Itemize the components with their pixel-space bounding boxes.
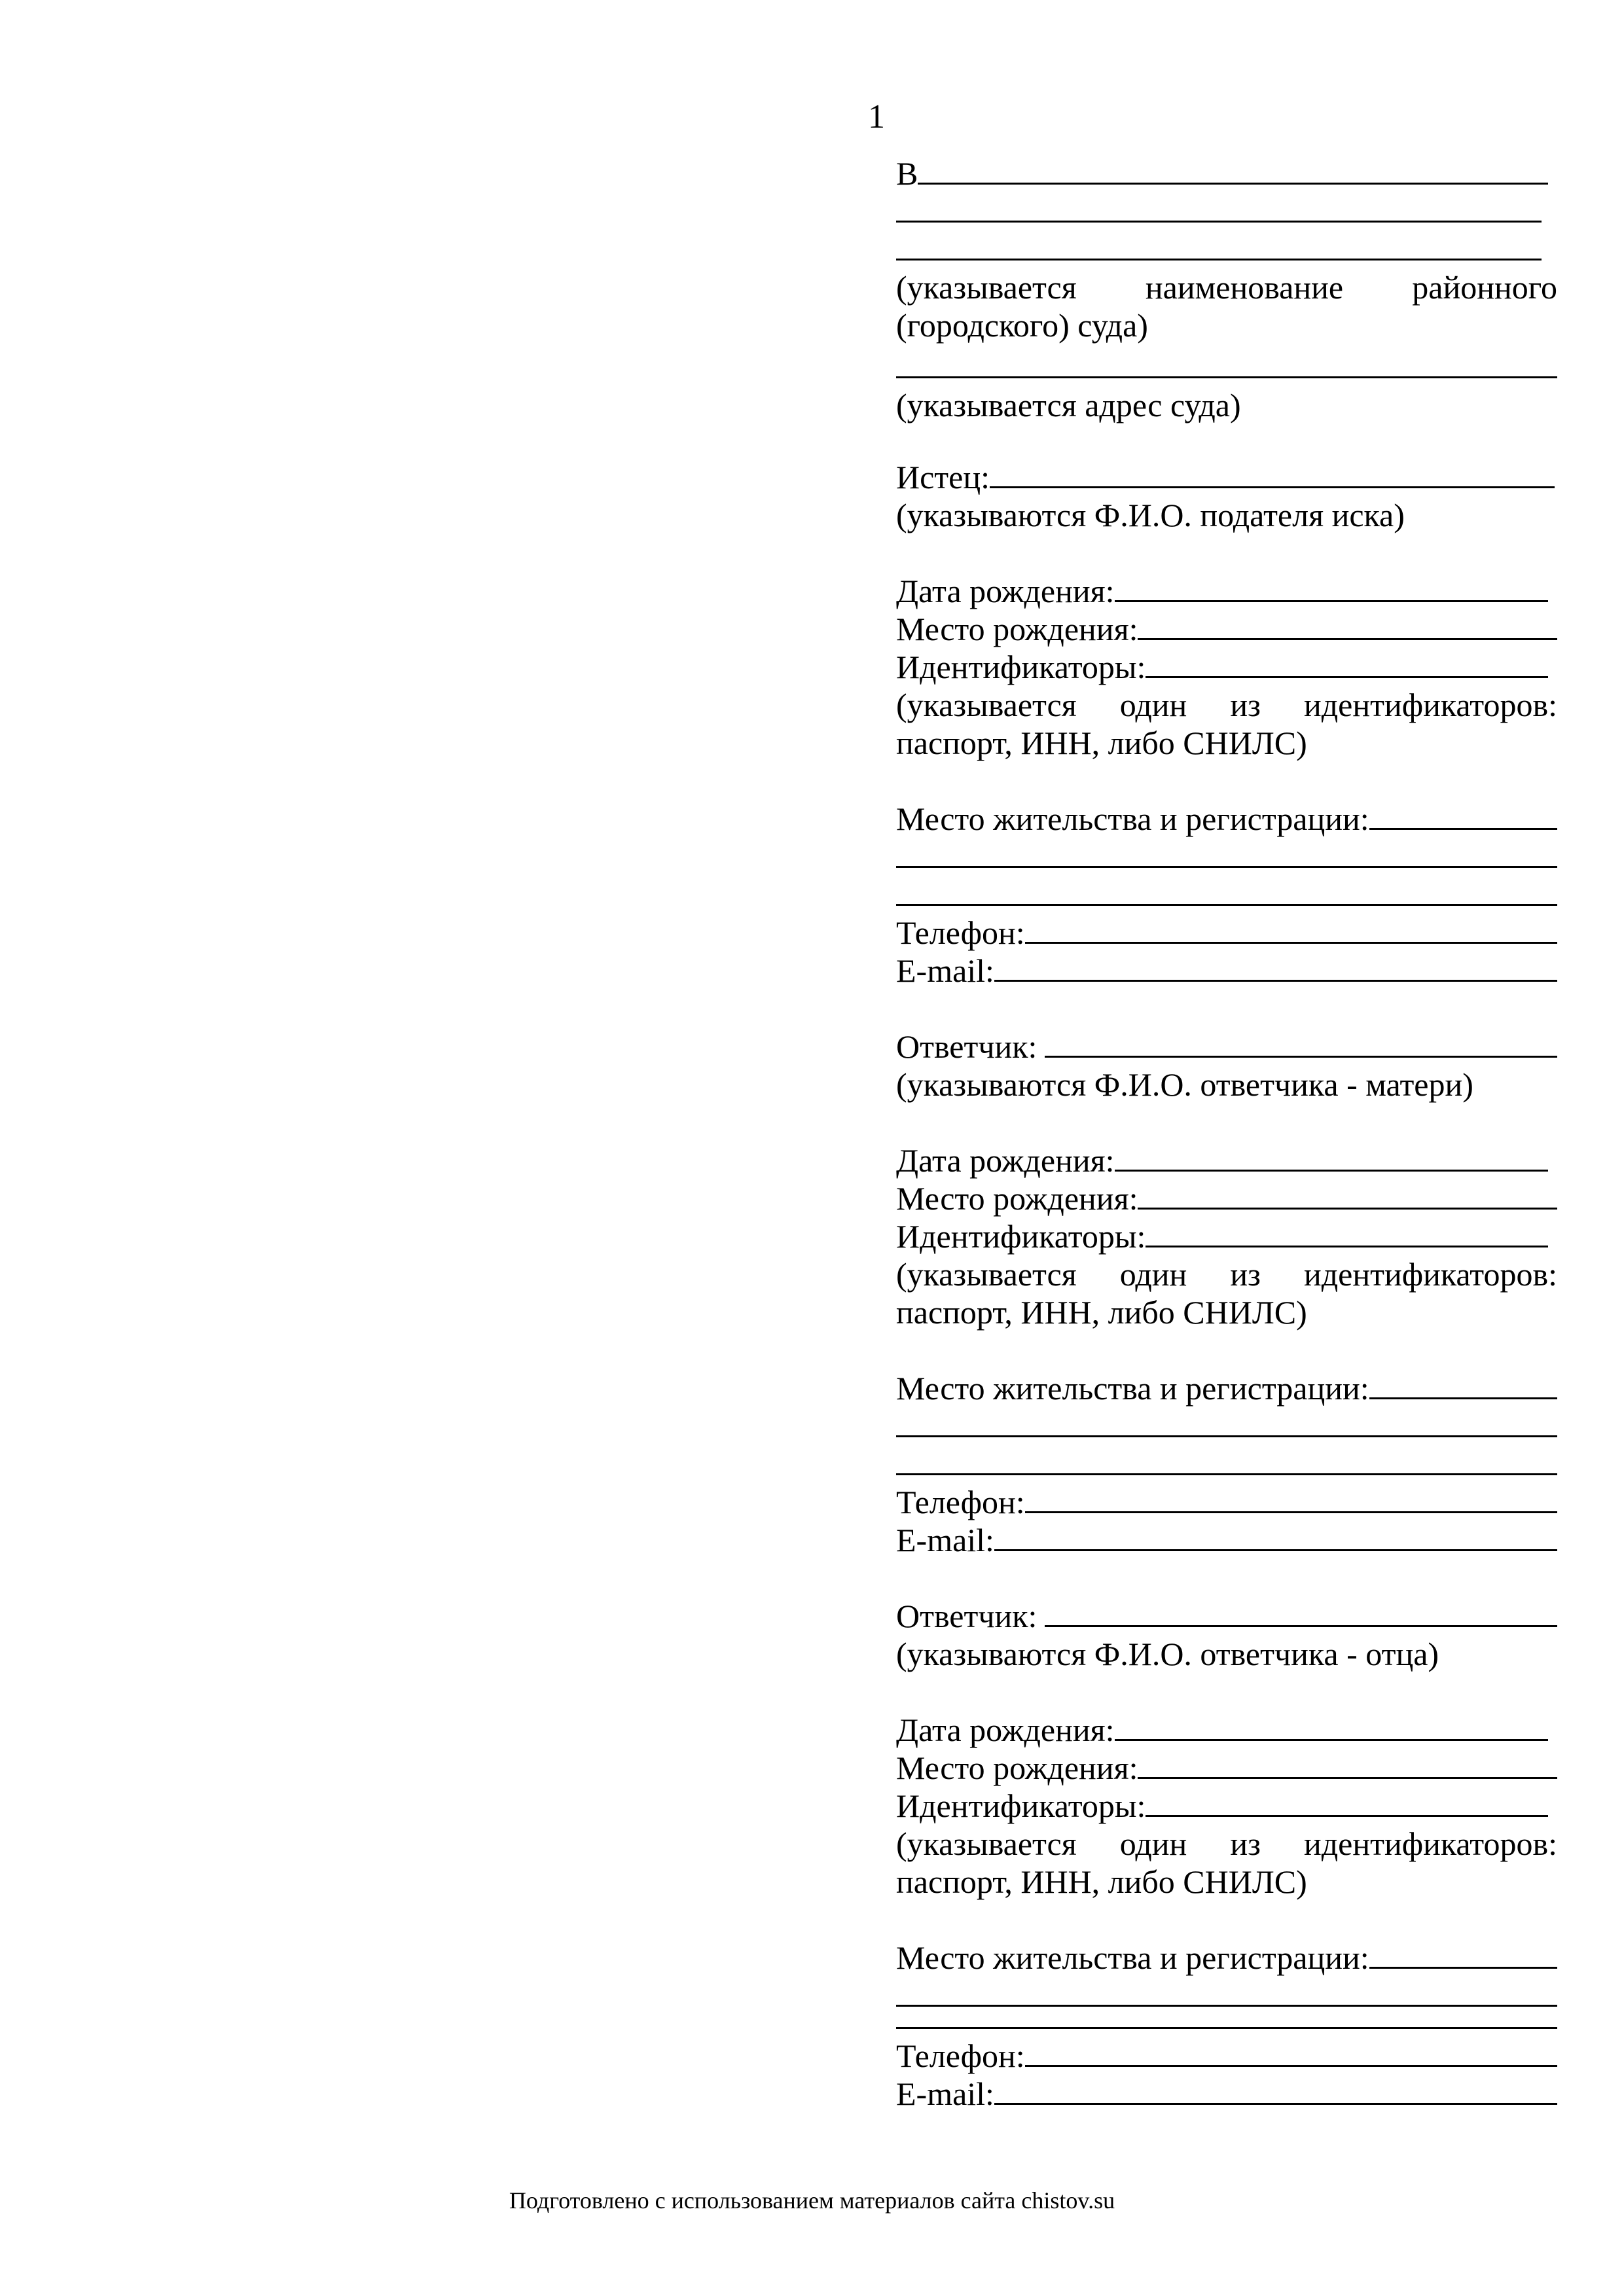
residence-line-2[interactable] bbox=[896, 838, 1557, 876]
plaintiff-residence-field[interactable] bbox=[896, 800, 1557, 838]
defendant-father-hint: (указываются Ф.И.О. ответчика - отца) bbox=[896, 1636, 1439, 1672]
phone-label: Телефон: bbox=[896, 914, 1025, 951]
court-prefix: В bbox=[896, 155, 918, 192]
defendant-label: Ответчик: bbox=[896, 1598, 1038, 1634]
phone-line[interactable] bbox=[1025, 942, 1557, 944]
court-name-hint: (указывается наименование районного (городского) суда) bbox=[896, 269, 1557, 344]
residence-label: Место жительства и регистрации: bbox=[896, 800, 1369, 837]
residence-line-3[interactable] bbox=[896, 876, 1557, 914]
court-address-line[interactable] bbox=[896, 348, 1557, 386]
birth-date-line[interactable] bbox=[1115, 600, 1549, 602]
court-name-line-2[interactable] bbox=[896, 192, 1551, 230]
identifiers-label: Идентификаторы: bbox=[896, 1787, 1146, 1824]
mother-identifiers-field[interactable] bbox=[896, 1217, 1557, 1255]
page-number: 1 bbox=[868, 98, 885, 135]
residence-line-3[interactable] bbox=[896, 2015, 1557, 2037]
birth-place-line[interactable] bbox=[1138, 638, 1557, 640]
father-identifiers-field[interactable] bbox=[896, 1787, 1557, 1825]
birth-place-label: Место рождения: bbox=[896, 611, 1138, 647]
court-block bbox=[896, 154, 1557, 424]
mother-birth-place-field[interactable] bbox=[896, 1179, 1557, 1217]
defendant-label: Ответчик: bbox=[896, 1028, 1038, 1065]
birth-place-line[interactable] bbox=[1138, 1777, 1557, 1779]
defendant-father-block bbox=[896, 1597, 1557, 2113]
court-name-field[interactable] bbox=[896, 154, 1557, 192]
plaintiff-identifiers-field[interactable] bbox=[896, 648, 1557, 686]
plaintiff-phone-field[interactable] bbox=[896, 914, 1557, 952]
father-phone-field[interactable] bbox=[896, 2037, 1557, 2075]
birth-date-label: Дата рождения: bbox=[896, 1142, 1115, 1179]
plaintiff-birth-date-field[interactable] bbox=[896, 572, 1557, 610]
birth-date-label: Дата рождения: bbox=[896, 573, 1115, 609]
mother-birth-date-field[interactable] bbox=[896, 1141, 1557, 1179]
residence-line-2[interactable] bbox=[896, 1977, 1557, 2015]
father-birth-date-field[interactable] bbox=[896, 1711, 1557, 1749]
email-label: E-mail: bbox=[896, 2075, 994, 2112]
email-line[interactable] bbox=[994, 1549, 1557, 1551]
phone-line[interactable] bbox=[1025, 1511, 1557, 1513]
identifiers-hint: (указывается один из идентификаторов: паспорт, ИНН, либо СНИЛС) bbox=[896, 687, 1557, 761]
identifiers-line[interactable] bbox=[1146, 1815, 1548, 1817]
email-label: E-mail: bbox=[896, 1522, 994, 1558]
birth-place-label: Место рождения: bbox=[896, 1180, 1138, 1217]
birth-date-line[interactable] bbox=[1115, 1739, 1549, 1741]
plaintiff-block bbox=[896, 458, 1557, 990]
plaintiff-email-field[interactable] bbox=[896, 952, 1557, 990]
plaintiff-birth-place-field[interactable] bbox=[896, 610, 1557, 648]
father-email-field[interactable] bbox=[896, 2075, 1557, 2113]
identifiers-hint: (указывается один из идентификаторов: паспорт, ИНН, либо СНИЛС) bbox=[896, 1825, 1557, 1900]
residence-line-2[interactable] bbox=[896, 1407, 1557, 1445]
plaintiff-name-line[interactable] bbox=[990, 486, 1555, 488]
footer-source-note: Подготовлено с использованием материалов сайта chistov.su bbox=[509, 2187, 1115, 2214]
identifiers-line[interactable] bbox=[1146, 1246, 1548, 1247]
plaintiff-hint: (указываются Ф.И.О. подателя иска) bbox=[896, 497, 1405, 533]
defendant-name-line[interactable] bbox=[1045, 1056, 1557, 1058]
email-line[interactable] bbox=[994, 980, 1557, 982]
residence-line-3[interactable] bbox=[896, 1445, 1557, 1483]
residence-line[interactable] bbox=[1369, 1397, 1557, 1399]
identifiers-label: Идентификаторы: bbox=[896, 1218, 1146, 1255]
father-birth-place-field[interactable] bbox=[896, 1749, 1557, 1787]
phone-line[interactable] bbox=[1025, 2065, 1557, 2067]
court-name-line[interactable] bbox=[918, 183, 1548, 185]
court-address-hint: (указывается адрес суда) bbox=[896, 387, 1241, 423]
identifiers-hint: (указывается один из идентификаторов: паспорт, ИНН, либо СНИЛС) bbox=[896, 1256, 1557, 1331]
mother-email-field[interactable] bbox=[896, 1521, 1557, 1559]
email-label: E-mail: bbox=[896, 952, 994, 989]
defendant-mother-name-field[interactable] bbox=[896, 1028, 1557, 1066]
birth-place-label: Место рождения: bbox=[896, 1749, 1138, 1786]
court-name-line-3[interactable] bbox=[896, 230, 1551, 268]
residence-label: Место жительства и регистрации: bbox=[896, 1939, 1369, 1976]
phone-label: Телефон: bbox=[896, 2037, 1025, 2074]
defendant-mother-block bbox=[896, 1028, 1557, 1559]
residence-label: Место жительства и регистрации: bbox=[896, 1370, 1369, 1407]
mother-residence-field[interactable] bbox=[896, 1369, 1557, 1407]
mother-phone-field[interactable] bbox=[896, 1483, 1557, 1521]
plaintiff-label: Истец: bbox=[896, 459, 990, 495]
birth-date-label: Дата рождения: bbox=[896, 1712, 1115, 1748]
birth-date-line[interactable] bbox=[1115, 1170, 1549, 1172]
identifiers-label: Идентификаторы: bbox=[896, 649, 1146, 685]
phone-label: Телефон: bbox=[896, 1484, 1025, 1520]
plaintiff-name-field[interactable] bbox=[896, 458, 1557, 496]
father-residence-field[interactable] bbox=[896, 1939, 1557, 1977]
birth-place-line[interactable] bbox=[1138, 1208, 1557, 1210]
defendant-father-name-field[interactable] bbox=[896, 1597, 1557, 1635]
defendant-name-line[interactable] bbox=[1045, 1625, 1557, 1627]
residence-line[interactable] bbox=[1369, 828, 1557, 830]
email-line[interactable] bbox=[994, 2103, 1557, 2105]
defendant-mother-hint: (указываются Ф.И.О. ответчика - матери) bbox=[896, 1066, 1473, 1103]
identifiers-line[interactable] bbox=[1146, 676, 1548, 678]
residence-line[interactable] bbox=[1369, 1967, 1557, 1969]
